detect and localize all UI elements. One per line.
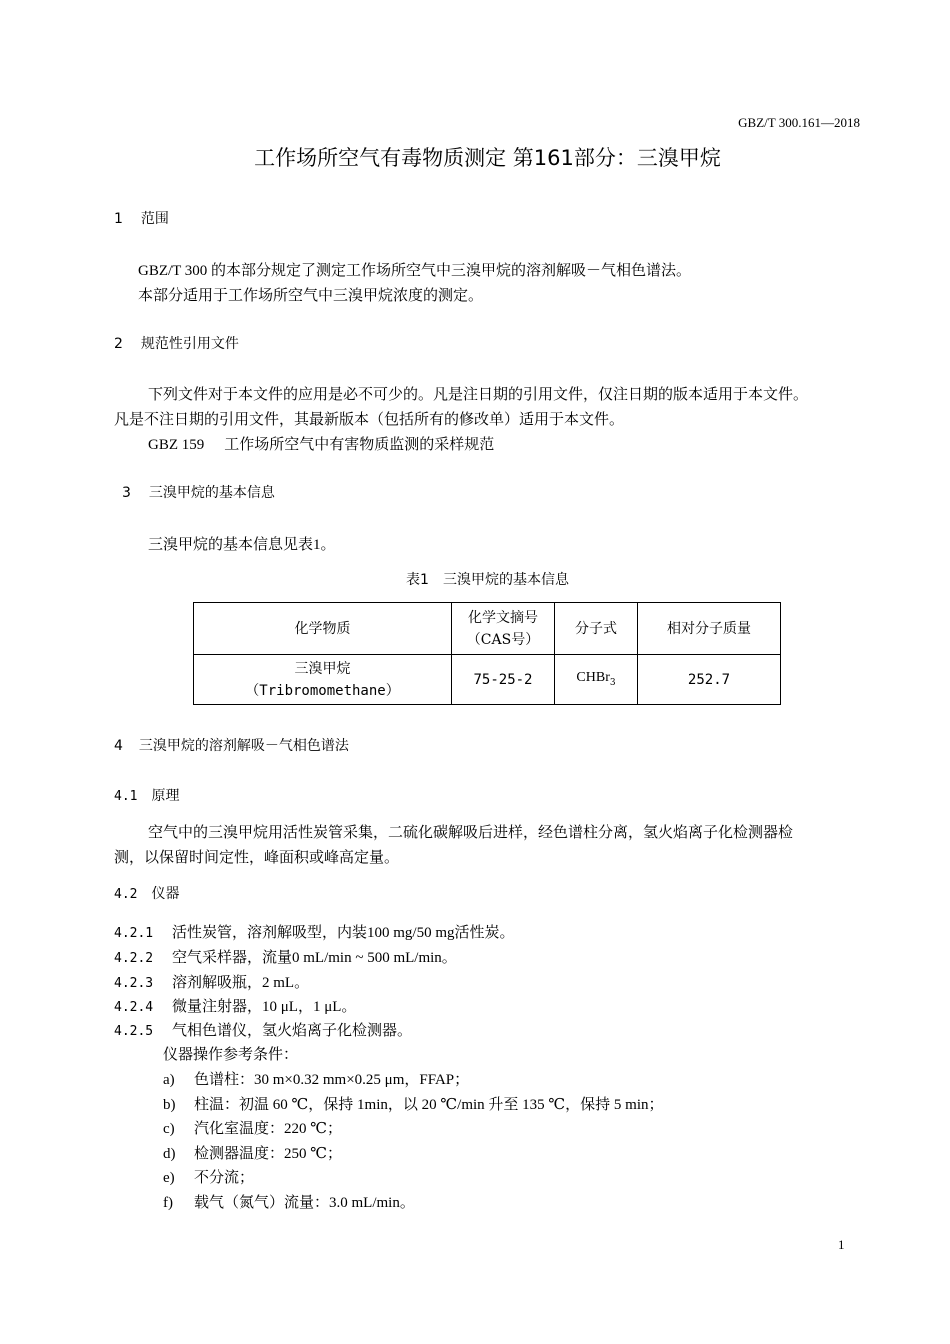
formula-subscript: 3 xyxy=(609,677,616,688)
header-cas xyxy=(452,603,555,655)
header-mass: 相对分子质量 xyxy=(638,603,781,655)
subsection-title: 原理 xyxy=(151,788,180,804)
item-number: 4.2.4 xyxy=(114,1000,154,1015)
condition-text: 汽化室温度：220 ℃； xyxy=(194,1121,343,1137)
substance-name-cn: 三溴甲烷 xyxy=(294,660,351,677)
section-title: 规范性引用文件 xyxy=(140,336,239,352)
section-title: 三溴甲烷的溶剂解吸－气相色谱法 xyxy=(138,738,349,754)
item-number: 4.2.2 xyxy=(114,951,154,966)
instrument-item xyxy=(114,921,515,942)
subsection-title: 仪器 xyxy=(151,886,180,902)
instrument-item xyxy=(114,995,356,1016)
standard-code: GBZ/T 300.161—2018 xyxy=(738,115,860,130)
section-number: 3 xyxy=(122,485,131,501)
header-cas-line-2: （CAS号） xyxy=(466,631,540,648)
section-title: 范围 xyxy=(140,211,169,227)
basic-info-table xyxy=(193,602,781,705)
condition-text: 色谱柱：30 m×0.32 mm×0.25 μm，FFAP； xyxy=(194,1072,470,1088)
condition-item xyxy=(163,1117,342,1138)
header-formula: 分子式 xyxy=(555,603,638,655)
section-number: 4 xyxy=(114,738,123,754)
item-text: 气相色谱仪，氢火焰离子化检测器。 xyxy=(172,1023,413,1039)
conditions-intro: 仪器操作参考条件： xyxy=(163,1047,299,1063)
item-text: 微量注射器，10 μL，1 μL。 xyxy=(172,999,357,1015)
section-1-heading xyxy=(114,208,169,228)
normative-paragraph-line-2: 凡是不注日期的引用文件，其最新版本（包括所有的修改单）适用于本文件。 xyxy=(114,412,625,428)
cell-substance xyxy=(194,655,452,705)
instrument-item xyxy=(114,1019,412,1040)
subsection-number: 4.2 xyxy=(114,887,138,902)
item-text: 活性炭管，溶剂解吸型，内装100 mg/50 mg活性炭。 xyxy=(172,925,515,941)
condition-label: b) xyxy=(163,1097,176,1113)
table-header-row xyxy=(194,603,781,655)
condition-text: 载气（氮气）流量：3.0 mL/min。 xyxy=(194,1195,415,1211)
section-number: 2 xyxy=(114,336,123,352)
instrument-item xyxy=(114,971,309,992)
item-number: 4.2.1 xyxy=(114,926,154,941)
basic-info-paragraph: 三溴甲烷的基本信息见表1。 xyxy=(148,537,336,553)
section-number: 1 xyxy=(114,211,123,227)
section-4-heading xyxy=(114,735,349,755)
table-row xyxy=(194,655,781,705)
cell-cas: 75-25-2 xyxy=(452,655,555,705)
item-text: 空气采样器，流量0 mL/min ~ 500 mL/min。 xyxy=(172,950,457,966)
condition-label: e) xyxy=(163,1170,175,1186)
cell-formula xyxy=(555,655,638,705)
condition-item xyxy=(163,1166,254,1187)
condition-item xyxy=(163,1142,342,1163)
header-cas-line-1: 化学文摘号 xyxy=(468,609,538,626)
condition-text: 柱温：初温 60 ℃，保持 1min，以 20 ℃/min 升至 135 ℃，保持 5 min； xyxy=(194,1097,664,1113)
section-title: 三溴甲烷的基本信息 xyxy=(148,485,275,501)
section-3-heading xyxy=(122,482,275,502)
reference-code: GBZ 159 xyxy=(148,437,205,453)
condition-item xyxy=(163,1093,664,1114)
condition-label: c) xyxy=(163,1121,175,1137)
item-number: 4.2.5 xyxy=(114,1024,154,1039)
formula-base: CHBr xyxy=(576,669,610,685)
header-substance: 化学物质 xyxy=(194,603,452,655)
condition-text: 检测器温度：250 ℃； xyxy=(194,1146,343,1162)
item-text: 溶剂解吸瓶，2 mL。 xyxy=(172,975,310,991)
subsection-number: 4.1 xyxy=(114,789,138,804)
condition-label: d) xyxy=(163,1146,176,1162)
scope-paragraph-1: GBZ/T 300 的本部分规定了测定工作场所空气中三溴甲烷的溶剂解吸－气相色谱法。 xyxy=(138,263,692,279)
condition-label: a) xyxy=(163,1072,175,1088)
section-2-heading xyxy=(114,333,239,353)
instrument-item xyxy=(114,946,457,967)
condition-item xyxy=(163,1068,469,1089)
subsection-4-1-heading xyxy=(114,785,179,805)
condition-text: 不分流； xyxy=(194,1170,255,1186)
principle-line-1: 空气中的三溴甲烷用活性炭管采集，二硫化碳解吸后进样，经色谱柱分离，氢火焰离子化检测器检 xyxy=(148,825,794,841)
condition-label: f) xyxy=(163,1195,173,1211)
normative-paragraph-line-1: 下列文件对于本文件的应用是必不可少的。凡是注日期的引用文件，仅注日期的版本适用于本文件。 xyxy=(148,387,809,403)
principle-line-2: 测，以保留时间定性，峰面积或峰高定量。 xyxy=(114,850,400,866)
scope-paragraph-2: 本部分适用于工作场所空气中三溴甲烷浓度的测定。 xyxy=(138,288,484,304)
cell-mass: 252.7 xyxy=(638,655,781,705)
table-caption: 表1 三溴甲烷的基本信息 xyxy=(406,572,569,588)
condition-item xyxy=(163,1191,415,1212)
page-number: 1 xyxy=(838,1237,845,1252)
substance-name-en: （Tribromomethane） xyxy=(245,682,400,699)
item-number: 4.2.3 xyxy=(114,976,154,991)
document-title: 工作场所空气有毒物质测定 第161部分：三溴甲烷 xyxy=(254,146,721,170)
normative-reference xyxy=(148,433,494,454)
subsection-4-2-heading xyxy=(114,883,179,903)
reference-title: 工作场所空气中有害物质监测的采样规范 xyxy=(224,437,495,453)
